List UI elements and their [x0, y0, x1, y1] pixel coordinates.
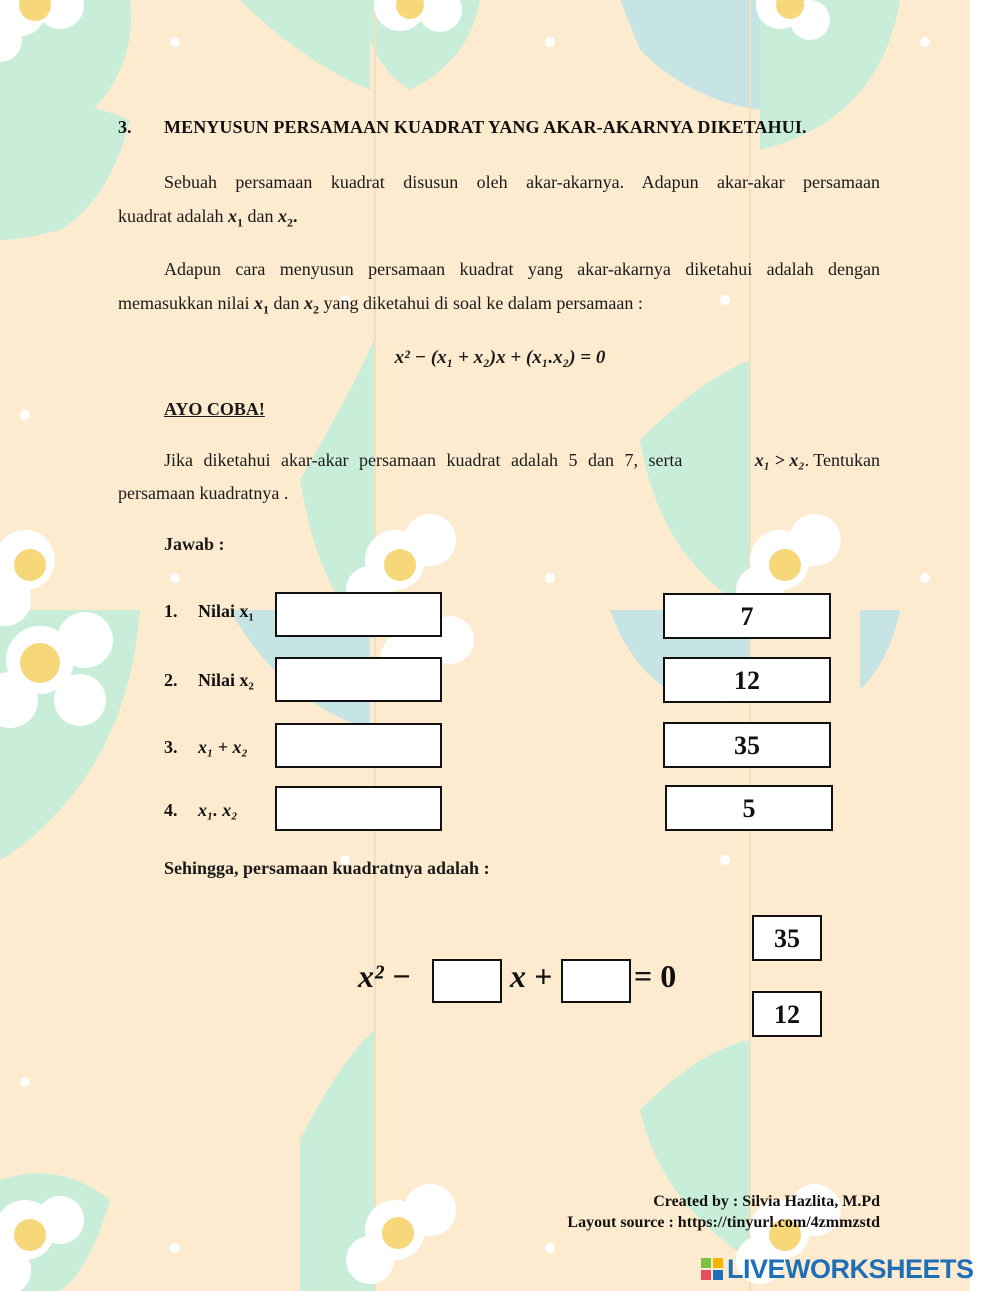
answer-drop-box-4[interactable]	[275, 786, 442, 831]
paragraph-2-line-2: memasukkan nilai $x_1$ dan $x_2$ yang diketahui di soal ke dalam persamaan :	[118, 293, 643, 317]
item-number-1: 1.	[164, 601, 178, 621]
answer-drop-box-3[interactable]	[275, 723, 442, 768]
answer-drop-box-2[interactable]	[275, 657, 442, 702]
brand-wordmark: LIVEWORKSHEETS	[727, 1253, 974, 1284]
footer-credit: Created by : Silvia Hazlita, M.Pd	[653, 1193, 880, 1210]
item-label-3: x₁ + x₂	[198, 737, 248, 757]
item-number-2: 2.	[164, 670, 178, 690]
answer-drop-box-1[interactable]	[275, 592, 442, 637]
item-label-4: x₁. x₂	[198, 800, 238, 820]
drag-option-35[interactable]: 35	[663, 722, 831, 768]
question-line-2: persamaan kuadratnya .	[118, 483, 289, 503]
paragraph-2-line-1: Adapun cara menyusun persamaan kuadrat yang akar-akarnya diketahui adalah dengan	[164, 259, 880, 279]
item-label-2: Nilai x₂	[198, 670, 254, 690]
footer-layout-source: Layout source : https://tinyurl.com/4zmmzstd	[567, 1214, 880, 1231]
conclusion-text: Sehingga, persamaan kuadratnya adalah :	[164, 858, 490, 878]
page-margin	[970, 0, 1000, 1291]
quadratic-formula: x² − (x₁ + x₂)x + (x₁.x₂) = 0	[394, 347, 606, 368]
item-label-1: Nilai x₁	[198, 601, 254, 621]
section-title: MENYUSUN PERSAMAAN KUADRAT YANG AKAR-AKARNYA DIKETAHUI.	[164, 117, 807, 137]
final-drag-option-12[interactable]: 12	[752, 991, 822, 1037]
liveworksheets-icon	[700, 1257, 724, 1281]
item-number-4: 4.	[164, 800, 178, 820]
section-number: 3.	[118, 117, 132, 137]
final-equation-mid: x +	[510, 958, 553, 994]
drag-option-5[interactable]: 5	[665, 785, 833, 831]
question-line-1: Jika diketahui akar-akar persamaan kuadrat adalah 5 dan 7, serta x₁ > x₂. Tentukan	[164, 450, 880, 470]
final-equation-tail: = 0	[634, 958, 677, 994]
drag-option-7[interactable]: 7	[663, 593, 831, 639]
final-equation-lead: x² −	[358, 958, 411, 994]
try-heading: AYO COBA!	[164, 399, 265, 419]
item-number-3: 3.	[164, 737, 178, 757]
final-drag-option-35[interactable]: 35	[752, 915, 822, 961]
final-drop-box-sum[interactable]	[432, 959, 502, 1003]
paragraph-1-line-1: Sebuah persamaan kuadrat disusun oleh akar-akarnya. Adapun akar-akar persamaan	[164, 172, 880, 192]
final-drop-box-product[interactable]	[561, 959, 631, 1003]
drag-option-12[interactable]: 12	[663, 657, 831, 703]
answer-label: Jawab :	[164, 534, 225, 554]
paragraph-1-line-2: kuadrat adalah $x_1$ dan $x_2$.	[118, 206, 298, 230]
liveworksheets-logo	[700, 1252, 974, 1286]
